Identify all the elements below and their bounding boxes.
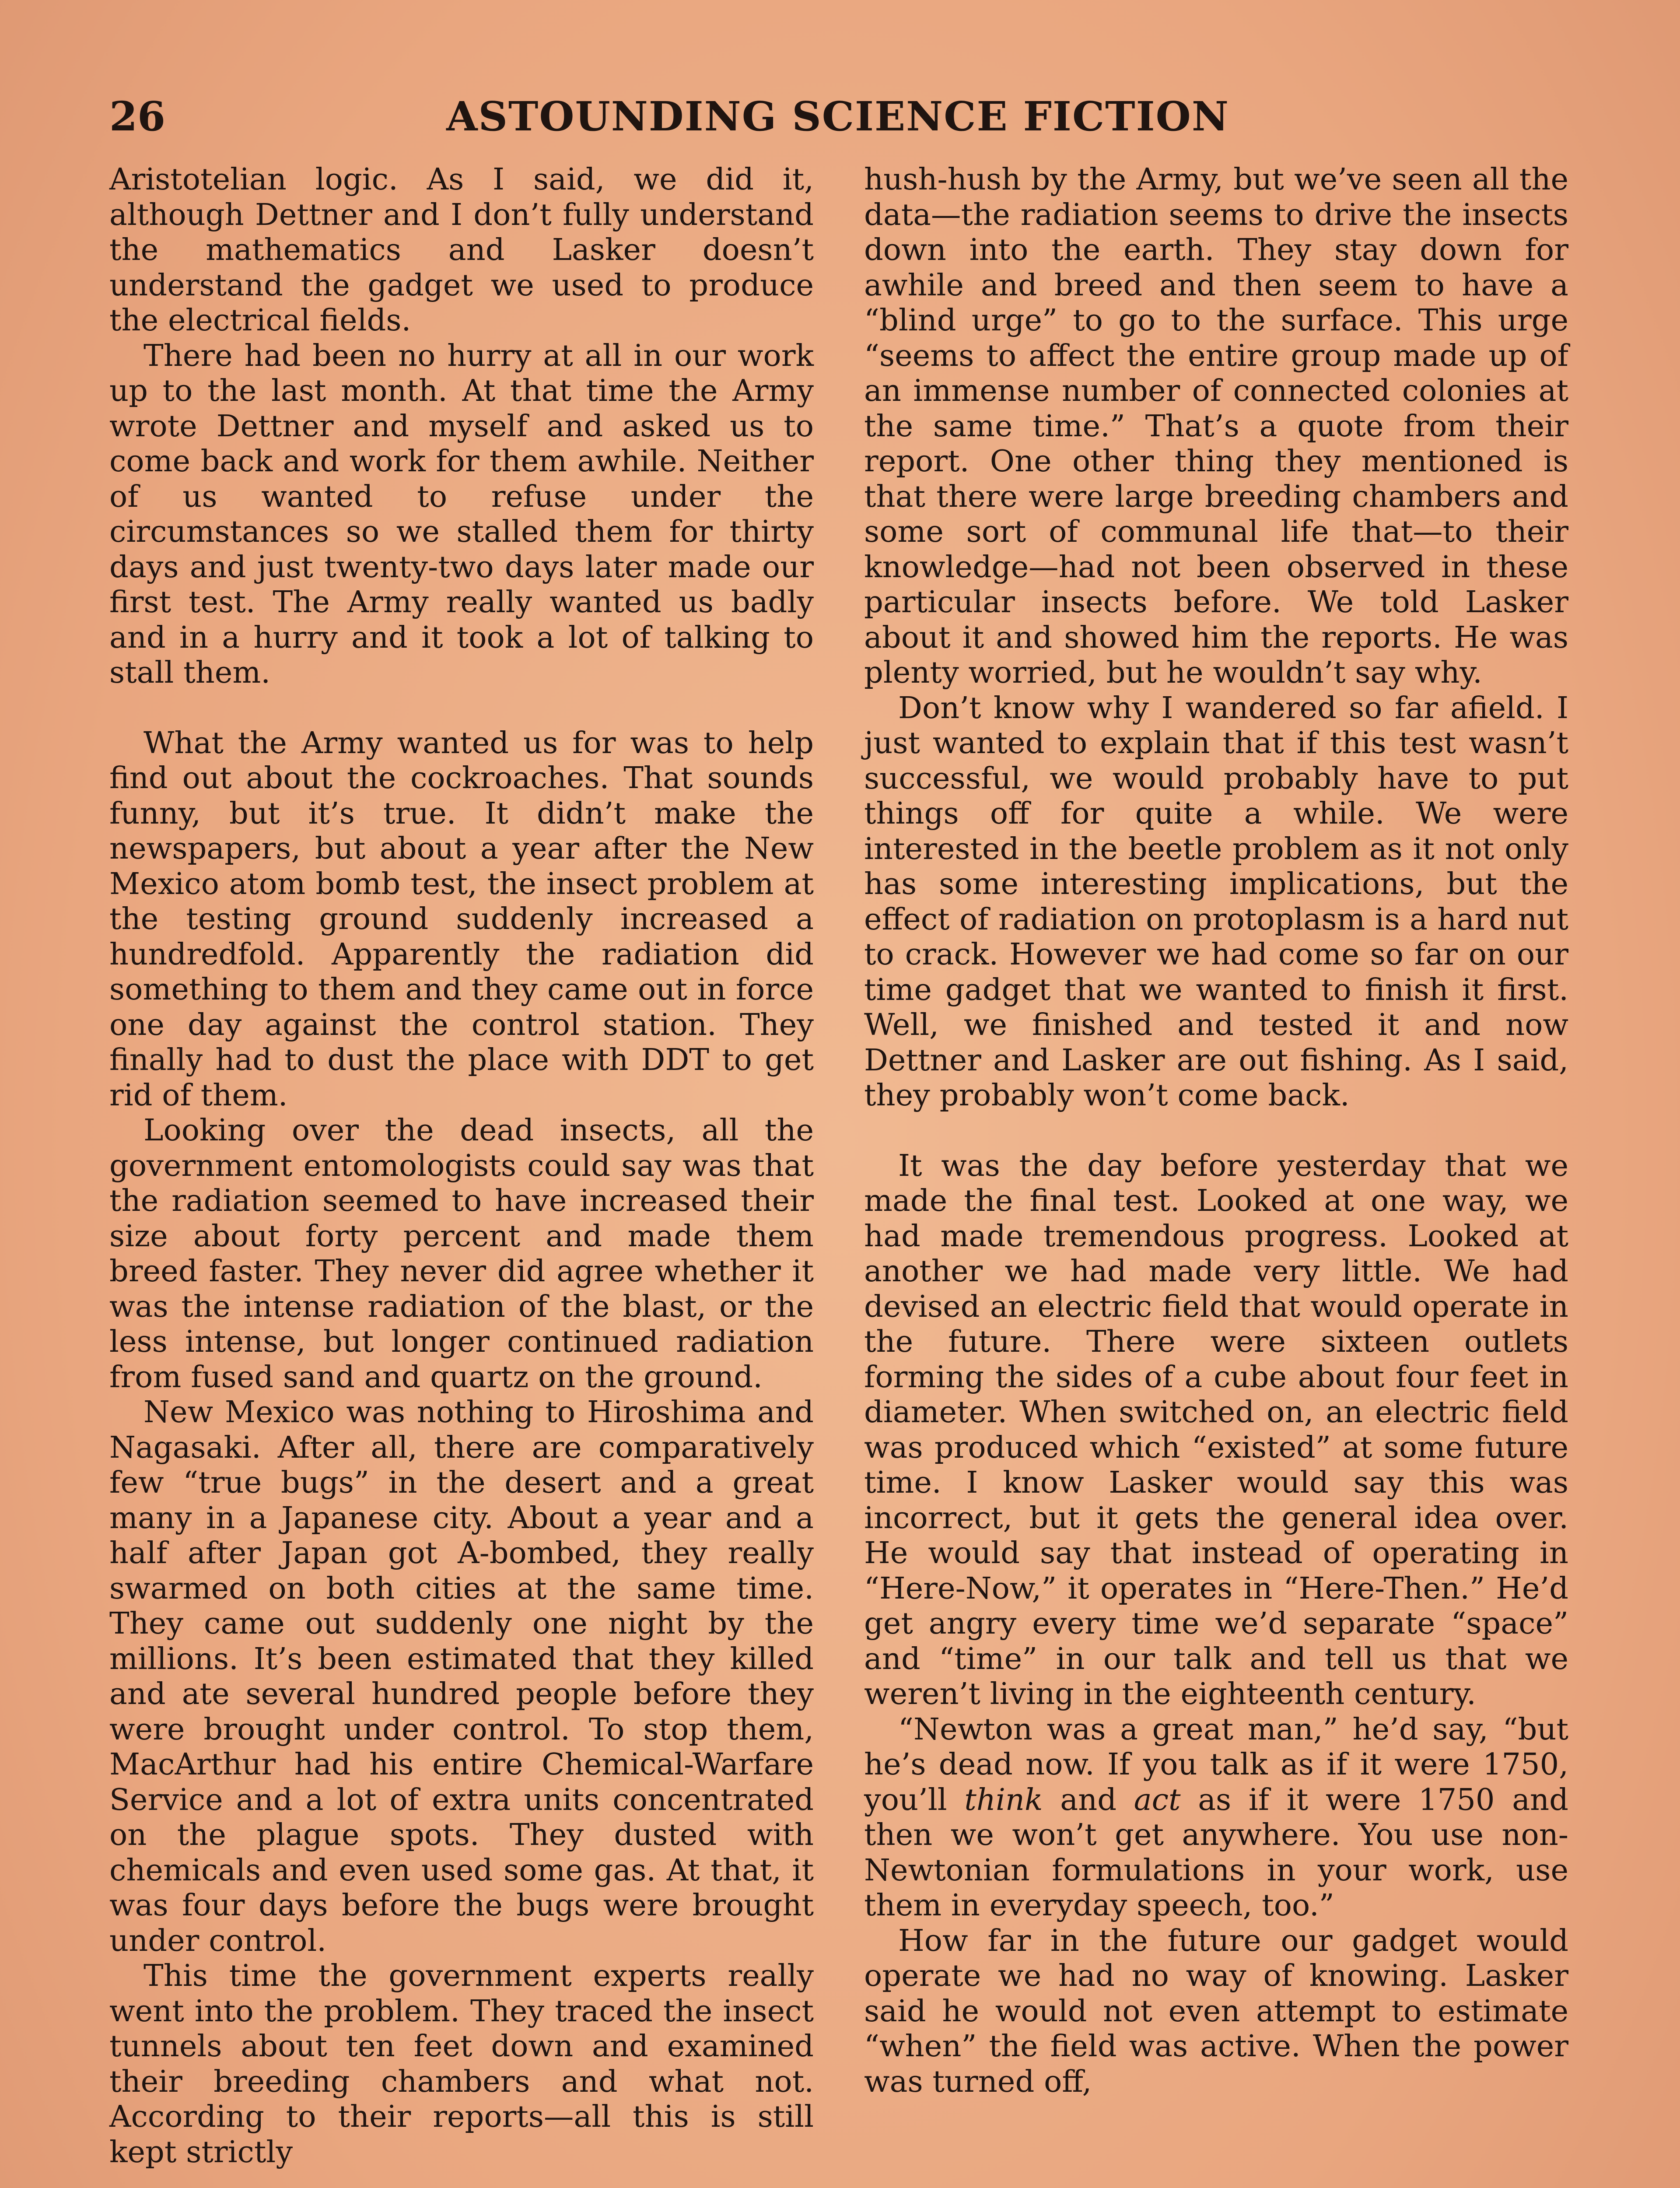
paragraph: New Mexico was nothing to Hiroshima and Nagasaki. After all, there are comparatively few “true bugs” in the desert and a great many in a Japanese city. About a year and a half after Japan got A-bombed, they really swarmed on both cities at the same time. They came out suddenly one night by the millions. It’s been estimated that they killed and ate several hundred people before they were brought under control. To stop them, MacArthur had his entire Chemical-Warfare Service and a lot of extra units concentrated on the plague spots. They dusted with chemicals and even used some gas. At that, it was four days before the bugs were brought under control. <box>109 1395 814 1958</box>
paragraph: There had been no hurry at all in our work up to the last month. At that time the Army wrote Dettner and myself and asked us to come back and work for them awhile. Neither of us wanted to refuse under the circumstances so we stalled them for thirty days and just twenty-two days later made our first test. The Army really wanted us badly and in a hurry and it took a lot of talking to stall them. <box>109 338 814 690</box>
text-run: “Newton was a great man,” he’d say, “but he’s dead now. If you talk as if it were 1750, you’ll <box>864 1711 1568 1817</box>
text-run: and <box>1043 1782 1134 1817</box>
paragraph: It was the day before yesterday that we made the final test. Looked at one way, we had made tremendous progress. Looked at another we had made very little. We had devised an electric field that would operate in the future. There were sixteen outlets forming the sides of a cube about four feet in diameter. When switched on, an electric field was produced which “existed” at some future time. I know Lasker would say this was incorrect, but it gets the general idea over. He would say that instead of operating in “Here-Now,” it operates in “Here-Then.” He’d get angry every time we’d separate “space” and “time” in our talk and tell us that we weren’t living in the eighteenth century. <box>864 1148 1568 1711</box>
italic-word: act <box>1134 1782 1181 1817</box>
paragraph: How far in the future our gadget would operate we had no way of knowing. Lasker said he would not even attempt to estimate “when” the field was active. When the power was turned off, <box>864 1923 1568 2099</box>
text-run: as if it were 1750 and then we won’t get anywhere. You use non-Newtonian formulations in your work, use them in everyday speech, too.” <box>864 1782 1569 1923</box>
paragraph: Aristotelian logic. As I said, we did it, although Dettner and I don’t fully understand the mathematics and Lasker doesn’t understand the gadget we used to produce the electrical fields. <box>109 162 814 338</box>
paragraph: This time the government experts really went into the problem. They traced the insect tunnels about ten feet down and examined their breeding chambers and what not. According to their reports—all this is still kept strictly <box>109 1958 814 2170</box>
paragraph: Don’t know why I wandered so far afield. I just wanted to explain that if this test wasn’t successful, we would probably have to put things off for quite a while. We were interested in the beetle problem as it not only has some interesting implications, but the effect of radiation on protoplasm is a hard nut to crack. However we had come so far on our time gadget that we wanted to finish it first. Well, we finished and tested it and now Dettner and Lasker are out fishing. As I said, they probably won’t come back. <box>864 690 1568 1113</box>
paragraph: What the Army wanted us for was to help find out about the cockroaches. That sounds funny, but it’s true. It didn’t make the newspapers, but about a year after the New Mexico atom bomb test, the insect problem at the testing ground suddenly increased a hundredfold. Apparently the radiation did something to them and they came out in force one day against the control station. They finally had to dust the place with DDT to get rid of them. <box>109 725 814 1113</box>
paragraph: Looking over the dead insects, all the government entomologists could say was that the radiation seemed to have increased their size about forty percent and made them breed faster. They never did agree whether it was the intense radiation of the blast, or the less intense, but longer continued radiation from fused sand and quartz on the ground. <box>109 1113 814 1395</box>
running-title: ASTOUNDING SCIENCE FICTION <box>446 93 1229 140</box>
paragraph: hush-hush by the Army, but we’ve seen all the data—the radiation seems to drive the insects down into the earth. They stay down for awhile and breed and then seem to have a “blind urge” to go to the surface. This urge “seems to affect the entire group made up of an immense number of connected colonies at the same time.” That’s a quote from their report. One other thing they mentioned is that there were large breeding chambers and some sort of communal life that—to their knowledge—had not been observed in these particular insects before. We told Lasker about it and showed him the reports. He was plenty worried, but he wouldn’t say why. <box>864 162 1568 690</box>
page-header <box>109 86 1566 147</box>
left-column <box>109 162 814 2170</box>
italic-word: think <box>964 1782 1043 1817</box>
page-number: 26 <box>109 93 166 140</box>
right-column <box>864 162 1568 2099</box>
paragraph <box>864 1712 1568 1923</box>
